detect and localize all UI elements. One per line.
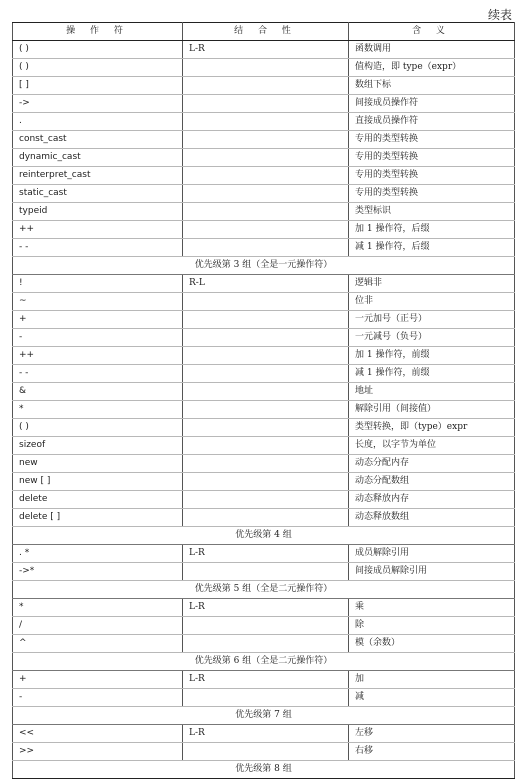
associativity-cell xyxy=(183,437,349,455)
operator-cell: / xyxy=(13,617,183,635)
table-row xyxy=(13,365,515,383)
meaning-cell: 长度，以字节为单位 xyxy=(349,437,515,455)
table-header-row xyxy=(13,23,515,41)
meaning-cell: 专用的类型转换 xyxy=(349,131,515,149)
meaning-cell: 数组下标 xyxy=(349,77,515,95)
associativity-cell xyxy=(183,113,349,131)
table-row xyxy=(13,491,515,509)
operator-cell: & xyxy=(13,383,183,401)
meaning-cell: 动态分配数组 xyxy=(349,473,515,491)
meaning-cell: 地址 xyxy=(349,383,515,401)
associativity-cell xyxy=(183,131,349,149)
meaning-cell: 间接成员操作符 xyxy=(349,95,515,113)
meaning-cell: 值构造，即 type（expr） xyxy=(349,59,515,77)
table-row xyxy=(13,77,515,95)
operator-cell: const_cast xyxy=(13,131,183,149)
meaning-cell: 减 1 操作符，前缀 xyxy=(349,365,515,383)
associativity-cell xyxy=(183,167,349,185)
meaning-cell: 加 1 操作符，后缀 xyxy=(349,221,515,239)
operator-cell: ( ) xyxy=(13,419,183,437)
associativity-cell: L-R xyxy=(183,599,349,617)
operator-cell: >> xyxy=(13,743,183,761)
operator-cell: * xyxy=(13,401,183,419)
meaning-cell: 减 1 操作符，后缀 xyxy=(349,239,515,257)
header-meaning: 含 义 xyxy=(349,23,515,41)
table-row xyxy=(13,347,515,365)
table-row xyxy=(13,419,515,437)
meaning-cell: 专用的类型转换 xyxy=(349,185,515,203)
table-row xyxy=(13,509,515,527)
table-row xyxy=(13,203,515,221)
group-heading-row xyxy=(13,707,515,725)
meaning-cell: 一元减号（负号） xyxy=(349,329,515,347)
operator-cell: ! xyxy=(13,275,183,293)
associativity-cell: L-R xyxy=(183,41,349,59)
table-row xyxy=(13,473,515,491)
operator-cell: delete xyxy=(13,491,183,509)
operator-cell: - xyxy=(13,689,183,707)
operator-cell: + xyxy=(13,311,183,329)
table-row xyxy=(13,383,515,401)
operator-cell: dynamic_cast xyxy=(13,149,183,167)
table-row xyxy=(13,185,515,203)
table-row xyxy=(13,95,515,113)
associativity-cell xyxy=(183,383,349,401)
group-heading: 优先级第 8 组 xyxy=(13,761,515,779)
associativity-cell: L-R xyxy=(183,725,349,743)
associativity-cell xyxy=(183,203,349,221)
associativity-cell xyxy=(183,77,349,95)
table-row xyxy=(13,329,515,347)
operator-cell: - - xyxy=(13,365,183,383)
group-heading-row xyxy=(13,653,515,671)
associativity-cell xyxy=(183,473,349,491)
operator-cell: static_cast xyxy=(13,185,183,203)
meaning-cell: 左移 xyxy=(349,725,515,743)
operator-cell: - xyxy=(13,329,183,347)
associativity-cell: L-R xyxy=(183,671,349,689)
associativity-cell xyxy=(183,689,349,707)
table-row xyxy=(13,437,515,455)
table-row xyxy=(13,239,515,257)
table-row xyxy=(13,743,515,761)
table-row xyxy=(13,293,515,311)
table-row xyxy=(13,671,515,689)
associativity-cell xyxy=(183,149,349,167)
operator-cell: ( ) xyxy=(13,59,183,77)
associativity-cell: L-R xyxy=(183,545,349,563)
operator-cell: ++ xyxy=(13,347,183,365)
group-heading: 优先级第 3 组（全是一元操作符） xyxy=(13,257,515,275)
meaning-cell: 减 xyxy=(349,689,515,707)
operator-cell: + xyxy=(13,671,183,689)
operator-cell: reinterpret_cast xyxy=(13,167,183,185)
operator-cell: . xyxy=(13,113,183,131)
group-heading: 优先级第 6 组（全是二元操作符） xyxy=(13,653,515,671)
associativity-cell xyxy=(183,95,349,113)
meaning-cell: 间接成员解除引用 xyxy=(349,563,515,581)
operator-cell: ~ xyxy=(13,293,183,311)
operator-cell: new xyxy=(13,455,183,473)
meaning-cell: 解除引用（间接值） xyxy=(349,401,515,419)
meaning-cell: 类型标识 xyxy=(349,203,515,221)
table-row xyxy=(13,131,515,149)
operator-cell: * xyxy=(13,599,183,617)
table-row xyxy=(13,689,515,707)
operator-cell: ( ) xyxy=(13,41,183,59)
meaning-cell: 加 xyxy=(349,671,515,689)
continued-label: 续表 xyxy=(487,8,512,22)
associativity-cell xyxy=(183,365,349,383)
operator-cell: << xyxy=(13,725,183,743)
associativity-cell xyxy=(183,491,349,509)
associativity-cell xyxy=(183,293,349,311)
operator-cell: sizeof xyxy=(13,437,183,455)
table-row xyxy=(13,563,515,581)
associativity-cell xyxy=(183,347,349,365)
meaning-cell: 动态分配内存 xyxy=(349,455,515,473)
meaning-cell: 直接成员操作符 xyxy=(349,113,515,131)
meaning-cell: 动态释放数组 xyxy=(349,509,515,527)
table-body xyxy=(13,41,515,779)
table-row xyxy=(13,311,515,329)
operator-cell: ^ xyxy=(13,635,183,653)
operator-cell: -> xyxy=(13,95,183,113)
table-row xyxy=(13,599,515,617)
table-row xyxy=(13,275,515,293)
meaning-cell: 动态释放内存 xyxy=(349,491,515,509)
table-row xyxy=(13,617,515,635)
meaning-cell: 逻辑非 xyxy=(349,275,515,293)
table-row xyxy=(13,167,515,185)
group-heading: 优先级第 4 组 xyxy=(13,527,515,545)
table-row xyxy=(13,455,515,473)
operator-cell: - - xyxy=(13,239,183,257)
associativity-cell xyxy=(183,221,349,239)
associativity-cell xyxy=(183,635,349,653)
meaning-cell: 乘 xyxy=(349,599,515,617)
meaning-cell: 专用的类型转换 xyxy=(349,167,515,185)
table-row xyxy=(13,59,515,77)
group-heading-row xyxy=(13,761,515,779)
header-operator: 操 作 符 xyxy=(13,23,183,41)
associativity-cell xyxy=(183,563,349,581)
operator-cell: . * xyxy=(13,545,183,563)
group-heading: 优先级第 5 组（全是二元操作符） xyxy=(13,581,515,599)
group-heading: 优先级第 7 组 xyxy=(13,707,515,725)
meaning-cell: 类型转换，即（type）expr xyxy=(349,419,515,437)
associativity-cell xyxy=(183,401,349,419)
associativity-cell xyxy=(183,185,349,203)
table-row xyxy=(13,635,515,653)
operator-cell: [ ] xyxy=(13,77,183,95)
group-heading-row xyxy=(13,257,515,275)
group-heading-row xyxy=(13,581,515,599)
meaning-cell: 成员解除引用 xyxy=(349,545,515,563)
operator-cell: ->* xyxy=(13,563,183,581)
table-row xyxy=(13,401,515,419)
associativity-cell xyxy=(183,617,349,635)
header-associativity: 结 合 性 xyxy=(183,23,349,41)
meaning-cell: 加 1 操作符，前缀 xyxy=(349,347,515,365)
associativity-cell xyxy=(183,311,349,329)
operator-cell: typeid xyxy=(13,203,183,221)
meaning-cell: 一元加号（正号） xyxy=(349,311,515,329)
table-row xyxy=(13,725,515,743)
associativity-cell xyxy=(183,509,349,527)
table-row xyxy=(13,149,515,167)
table-row xyxy=(13,113,515,131)
table-row xyxy=(13,221,515,239)
operator-cell: delete [ ] xyxy=(13,509,183,527)
operator-cell: new [ ] xyxy=(13,473,183,491)
table-row xyxy=(13,545,515,563)
associativity-cell: R-L xyxy=(183,275,349,293)
meaning-cell: 模（余数） xyxy=(349,635,515,653)
table-row xyxy=(13,41,515,59)
associativity-cell xyxy=(183,329,349,347)
meaning-cell: 专用的类型转换 xyxy=(349,149,515,167)
meaning-cell: 除 xyxy=(349,617,515,635)
meaning-cell: 位非 xyxy=(349,293,515,311)
associativity-cell xyxy=(183,59,349,77)
associativity-cell xyxy=(183,455,349,473)
associativity-cell xyxy=(183,743,349,761)
meaning-cell: 右移 xyxy=(349,743,515,761)
meaning-cell: 函数调用 xyxy=(349,41,515,59)
associativity-cell xyxy=(183,419,349,437)
associativity-cell xyxy=(183,239,349,257)
group-heading-row xyxy=(13,527,515,545)
operator-cell: ++ xyxy=(13,221,183,239)
operator-precedence-table xyxy=(12,22,515,779)
